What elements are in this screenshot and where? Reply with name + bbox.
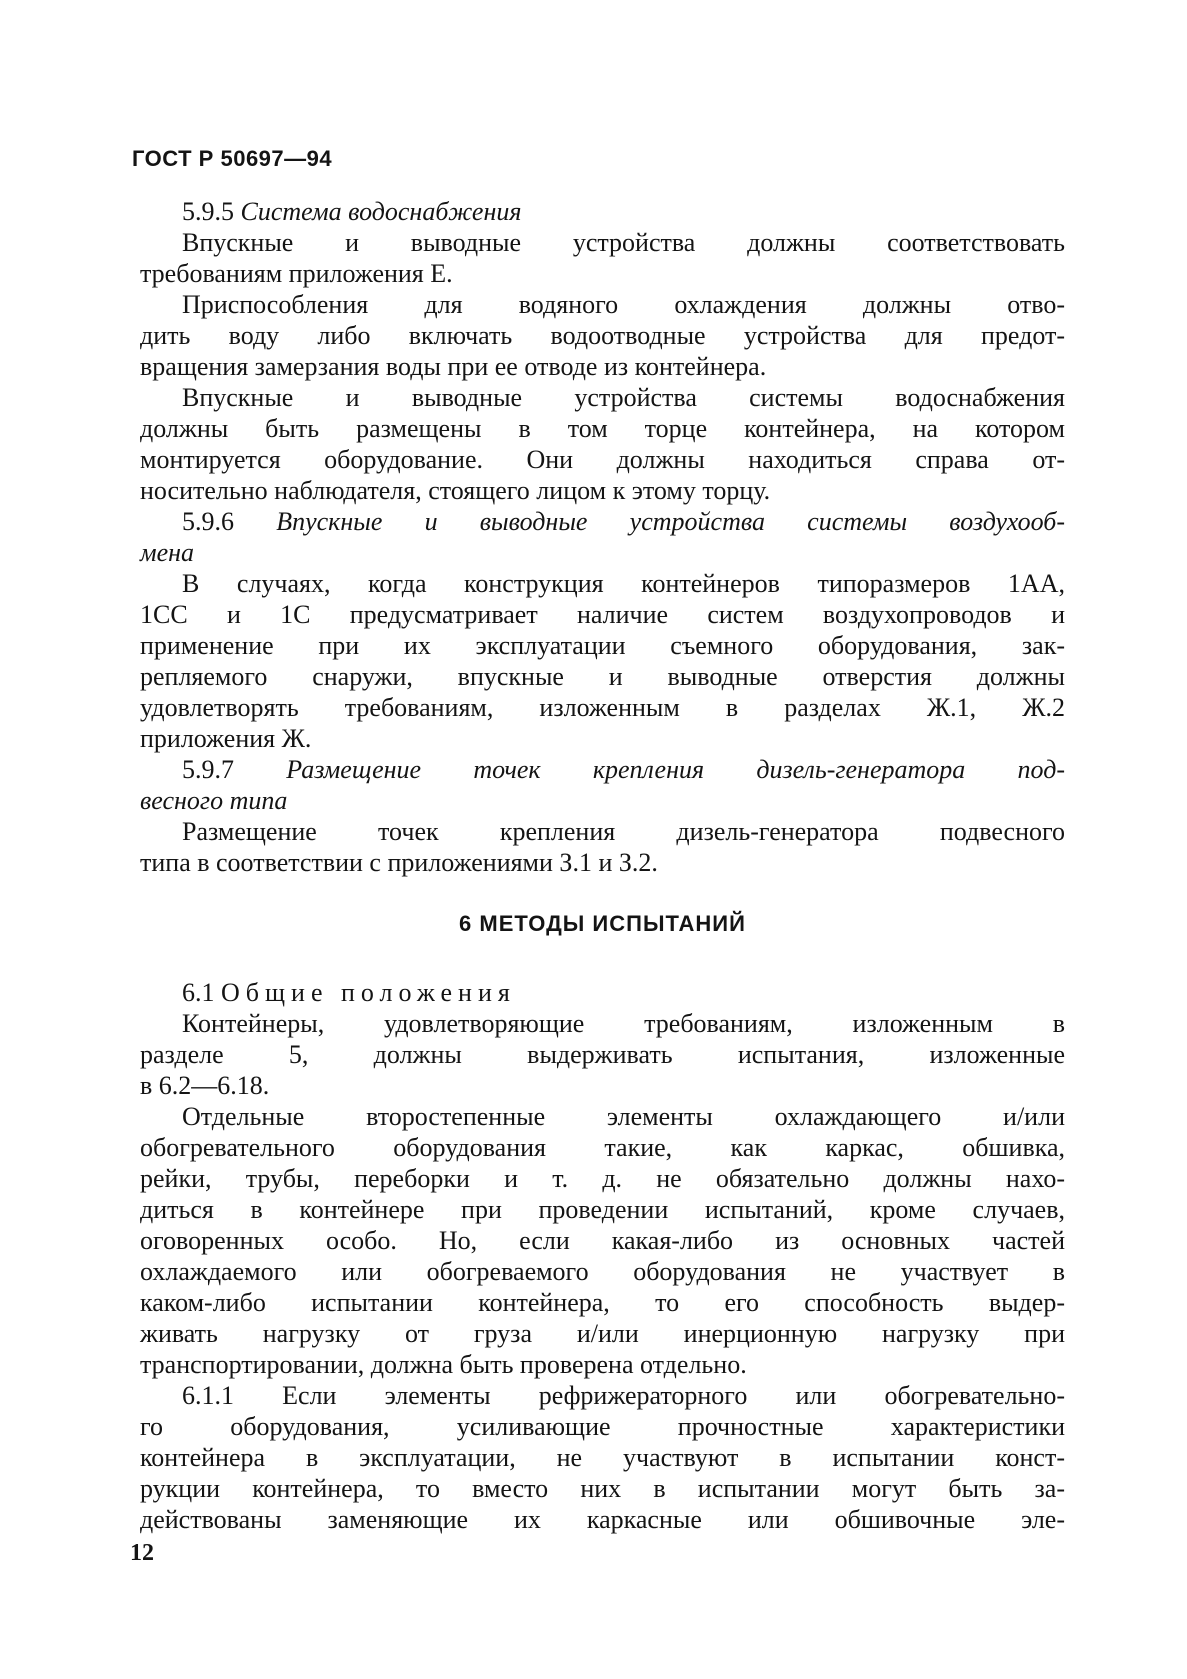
paragraph-line: разделе 5, должны выдерживать испытания, изложенные	[140, 1040, 1065, 1069]
paragraph-line: вращения замерзания воды при ее отводе из контейнера.	[140, 352, 767, 381]
paragraph-line: транспортировании, должна быть проверена отдельно.	[140, 1350, 747, 1379]
paragraph-line: Отдельные второстепенные элементы охлаждающего и/или	[182, 1102, 1065, 1131]
paragraph-line: Впускные и выводные устройства системы водоснабжения	[182, 383, 1065, 412]
paragraph-line: обогревательного оборудования такие, как каркас, обшивка,	[140, 1133, 1065, 1162]
paragraph-line: применение при их эксплуатации съемного оборудования, зак-	[140, 631, 1065, 660]
paragraph-line: рейки, трубы, переборки и т. д. не обязательно должны нахо-	[140, 1164, 1065, 1193]
page-number: 12	[130, 1540, 154, 1566]
paragraph-line: монтируется оборудование. Они должны находиться справа от-	[140, 445, 1065, 474]
clause-title-continuation: мена	[140, 538, 195, 567]
paragraph-line: го оборудования, усиливающие прочностные характеристики	[140, 1412, 1065, 1441]
paragraph-line: типа в соответствии с приложениями З.1 и З.2.	[140, 848, 658, 877]
clause-number: 5.9.5	[182, 197, 234, 226]
document-body	[140, 196, 1065, 1535]
paragraph-line: 1СС и 1С предусматривает наличие систем воздухопроводов и	[140, 600, 1065, 629]
paragraph-line: оговоренных особо. Но, если какая-либо из основных частей	[140, 1226, 1065, 1255]
paragraph-line: каком-либо испытании контейнера, то его способность выдер-	[140, 1288, 1065, 1317]
clause-title-continuation: весного типа	[140, 786, 288, 815]
paragraph-line: удовлетворять требованиям, изложенным в разделах Ж.1, Ж.2	[140, 693, 1065, 722]
clause-title: Размещение точек крепления дизель-генератора под-	[286, 755, 1066, 784]
clause-number: 5.9.7	[182, 755, 234, 784]
clause-title: Общие положения	[221, 978, 516, 1007]
paragraph-line: Приспособления для водяного охлаждения должны отво-	[182, 290, 1065, 319]
paragraph-line: диться в контейнере при проведении испытаний, кроме случаев,	[140, 1195, 1065, 1224]
paragraph-line: живать нагрузку от груза и/или инерционную нагрузку при	[140, 1319, 1065, 1348]
paragraph-line: репляемого снаружи, впускные и выводные отверстия должны	[140, 662, 1065, 691]
paragraph-line: Размещение точек крепления дизель-генератора подвесного	[182, 817, 1065, 846]
paragraph-line: приложения Ж.	[140, 724, 312, 753]
paragraph-line: дить воду либо включать водоотводные устройства для предот-	[140, 321, 1065, 350]
clause-number: 5.9.6	[182, 507, 234, 536]
paragraph-line: требованиям приложения Е.	[140, 259, 453, 288]
clause-6-1-heading	[140, 977, 1065, 1008]
clause-5-9-5-heading	[140, 196, 1065, 227]
paragraph-line: В случаях, когда конструкция контейнеров типоразмеров 1АА,	[182, 569, 1065, 598]
clause-5-9-7-heading	[140, 754, 1065, 785]
clause-number: 6.1	[182, 978, 215, 1007]
clause-title: Система водоснабжения	[240, 197, 522, 226]
document-header: ГОСТ Р 50697—94	[132, 146, 333, 171]
clause-5-9-6-heading	[140, 506, 1065, 537]
paragraph-line: охлаждаемого или обогреваемого оборудования не участвует в	[140, 1257, 1065, 1286]
paragraph-line: Контейнеры, удовлетворяющие требованиям, изложенным в	[182, 1009, 1065, 1038]
section-title: 6 МЕТОДЫ ИСПЫТАНИЙ	[459, 911, 746, 936]
paragraph-line: контейнера в эксплуатации, не участвуют в испытании конст-	[140, 1443, 1065, 1472]
paragraph-line: носительно наблюдателя, стоящего лицом к этому торцу.	[140, 476, 771, 505]
paragraph-line: действованы заменяющие их каркасные или обшивочные эле-	[140, 1505, 1065, 1534]
paragraph-line: должны быть размещены в том торце контейнера, на котором	[140, 414, 1065, 443]
clause-title: Впускные и выводные устройства системы воздухооб-	[276, 507, 1065, 536]
paragraph-line: рукции контейнера, то вместо них в испытании могут быть за-	[140, 1474, 1065, 1503]
paragraph-line: Впускные и выводные устройства должны соответствовать	[182, 228, 1065, 257]
paragraph-line: 6.1.1 Если элементы рефрижераторного или обогревательно-	[182, 1381, 1065, 1410]
paragraph-line: в 6.2—6.18.	[140, 1071, 270, 1100]
